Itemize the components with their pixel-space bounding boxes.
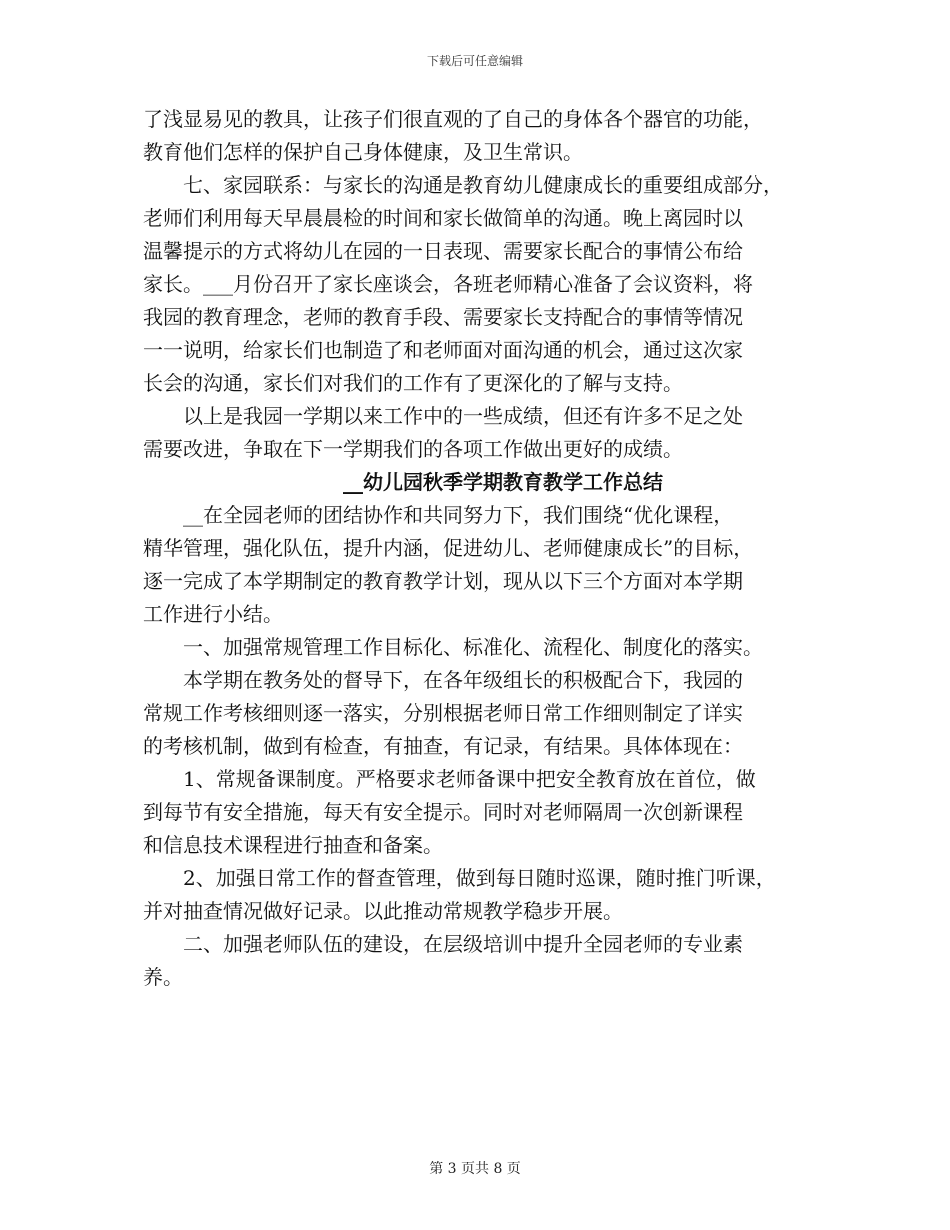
text-line: 工作进行小结。: [143, 602, 283, 626]
text-line: 长会的沟通，家长们对我们的工作有了更深化的了解与支持。: [143, 371, 683, 395]
text-line: 一一说明，给家长们也制造了和老师面对面沟通的机会，通过这次家: [143, 338, 743, 362]
paragraph: [143, 499, 823, 631]
text-line: 家长。___月份召开了家长座谈会，各班老师精心准备了会议资料，将: [143, 272, 753, 296]
document-body: [143, 103, 823, 994]
text-line: 并对抽查情况做好记录。以此推动常规教学稳步开展。: [143, 899, 623, 923]
text-line: 需要改进，争取在下一学期我们的各项工作做出更好的成绩。: [143, 437, 683, 461]
text-line: 温馨提示的方式将幼儿在园的一日表现、需要家长配合的事情公布给: [143, 239, 743, 263]
text-line: 到每节有安全措施，每天有安全提示。同时对老师隔周一次创新课程: [143, 800, 743, 824]
text-line: 和信息技术课程进行抽查和备案。: [143, 833, 443, 857]
paragraph: [143, 928, 823, 994]
paragraph: [143, 400, 823, 466]
paragraph: [143, 169, 823, 400]
paragraph: [143, 862, 823, 928]
text-line: 七、家园联系：与家长的沟通是教育幼儿健康成长的重要组成部分，: [183, 173, 783, 197]
text-line: 常规工作考核细则逐一落实，分别根据老师日常工作细则制定了详实: [143, 701, 743, 725]
text-line: 逐一完成了本学期制定的教育教学计划，现从以下三个方面对本学期: [143, 569, 743, 593]
text-line: 了浅显易见的教具，让孩子们很直观的了自己的身体各个器官的功能，: [143, 107, 763, 131]
text-line: __在全园老师的团结协作和共同努力下，我们围绕“优化课程，: [183, 503, 734, 527]
page-header: 下载后可任意编辑: [426, 54, 523, 68]
text-line: 精华管理，强化队伍，提升内涵，促进幼儿、老师健康成长”的目标，: [143, 536, 754, 560]
text-line: 本学期在教务处的督导下，在各年级组长的积极配合下，我园的: [183, 668, 743, 692]
text-line: 的考核机制，做到有检查，有抽查，有记录，有结果。具体体现在：: [143, 734, 743, 758]
text-line: 我园的教育理念，老师的教育手段、需要家长支持配合的事情等情况: [143, 305, 743, 329]
text-line: 教育他们怎样的保护自己身体健康，及卫生常识。: [143, 140, 583, 164]
text-line: 1、常规备课制度。严格要求老师备课中把安全教育放在首位，做: [183, 767, 756, 791]
paragraph: [143, 763, 823, 862]
text-line: 老师们利用每天早晨晨检的时间和家长做简单的沟通。晚上离园时以: [143, 206, 743, 230]
text-line: 养。: [143, 965, 183, 989]
page-footer: 第 3 页共 8 页: [429, 1161, 521, 1177]
text-line: 二、加强老师队伍的建设，在层级培训中提升全园老师的专业素: [183, 932, 743, 956]
section-title: __幼儿园秋季学期教育教学工作总结: [343, 470, 663, 494]
text-line: 一、加强常规管理工作目标化、标准化、流程化、制度化的落实。: [183, 635, 763, 659]
paragraph: [143, 103, 823, 169]
text-line: 2、加强日常工作的督查管理，做到每日随时巡课，随时推门听课，: [183, 866, 776, 890]
paragraph: [143, 631, 823, 664]
text-line: 以上是我园一学期以来工作中的一些成绩，但还有许多不足之处: [183, 404, 743, 428]
paragraph: [143, 664, 823, 763]
